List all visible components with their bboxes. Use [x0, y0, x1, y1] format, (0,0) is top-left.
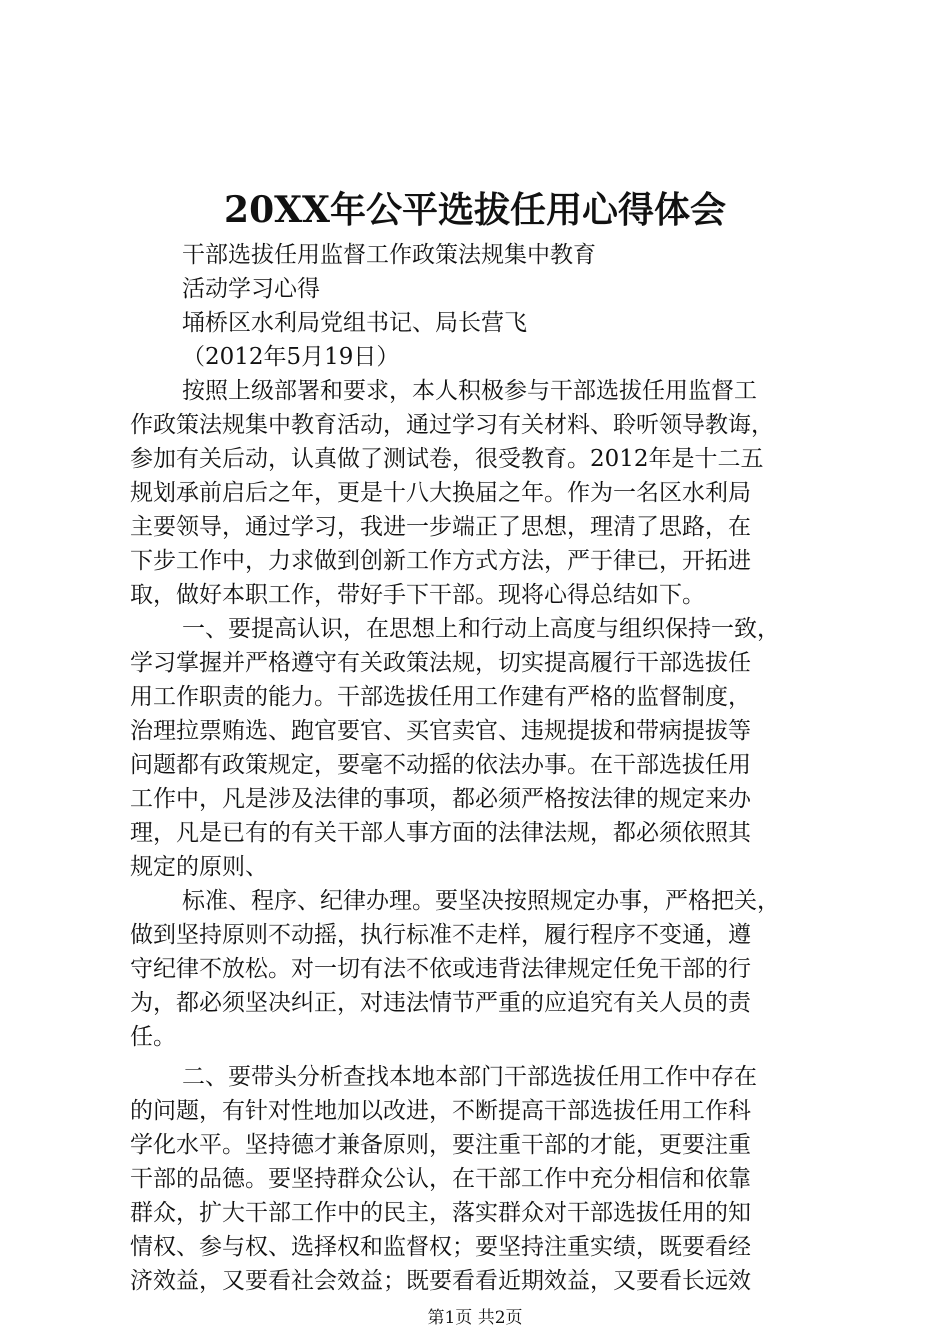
paragraph-line: 按照上级部署和要求，本人积极参与干部选拔任用监督工: [182, 378, 757, 404]
date-line: （2012年5月19日）: [182, 344, 400, 370]
paragraph-line: 作政策法规集中教育活动，通过学习有关材料、聆听领导教诲，: [130, 412, 774, 438]
page-number-footer: 第1页 共2页: [427, 1308, 523, 1328]
paragraph-line: 一、要提高认识，在思想上和行动上高度与组织保持一致，: [182, 616, 780, 642]
paragraph-line: 取，做好本职工作，带好手下干部。现将心得总结如下。: [130, 582, 705, 608]
paragraph-line: 为，都必须坚决纠正，对违法情节严重的应追究有关人员的责: [130, 990, 751, 1016]
paragraph-line: 任。: [130, 1024, 176, 1050]
paragraph-line: 问题都有政策规定，要毫不动摇的依法办事。在干部选拔任用: [130, 752, 751, 778]
paragraph-line: 济效益，又要看社会效益；既要看看近期效益，又要看长远效: [130, 1268, 751, 1294]
paragraph-line: 规划承前启后之年，更是十八大换届之年。作为一名区水利局: [130, 480, 751, 506]
paragraph-line: 下步工作中，力求做到创新工作方式方法，严于律已，开拓进: [130, 548, 751, 574]
paragraph-line: 守纪律不放松。对一切有法不依或违背法律规定任免干部的行: [130, 956, 751, 982]
paragraph-line: 用工作职责的能力。干部选拔任用工作建有严格的监督制度，: [130, 684, 751, 710]
paragraph-line: 学化水平。坚持德才兼备原则，要注重干部的才能，更要注重: [130, 1132, 751, 1158]
paragraph-line: 参加有关后动，认真做了测试卷，很受教育。2012年是十二五: [130, 446, 764, 472]
paragraph-line: 主要领导，通过学习，我进一步端正了思想，理清了思路，在: [130, 514, 751, 540]
paragraph-line: 二、要带头分析查找本地本部门干部选拔任用工作中存在: [182, 1064, 757, 1090]
paragraph-line: 规定的原则、: [130, 854, 268, 880]
paragraph-line: 工作中，凡是涉及法律的事项，都必须严格按法律的规定来办: [130, 786, 751, 812]
paragraph-line: 学习掌握并严格遵守有关政策法规，切实提高履行干部选拔任: [130, 650, 751, 676]
paragraph-line: 群众，扩大干部工作中的民主，落实群众对干部选拔任用的知: [130, 1200, 751, 1226]
paragraph-line: 情权、参与权、选择权和监督权；要坚持注重实绩，既要看经: [130, 1234, 751, 1260]
paragraph-line: 理，凡是已有的有关干部人事方面的法律法规，都必须依照其: [130, 820, 751, 846]
paragraph-line: 做到坚持原则不动摇，执行标准不走样，履行程序不变通，遵: [130, 922, 751, 948]
paragraph-line: 干部的品德。要坚持群众公认，在干部工作中充分相信和依靠: [130, 1166, 751, 1192]
subtitle-line-1: 干部选拔任用监督工作政策法规集中教育: [182, 242, 596, 268]
document-title: 20XX年公平选拔任用心得体会: [224, 189, 726, 231]
paragraph-line: 标准、程序、纪律办理。要坚决按照规定办事，严格把关，: [182, 888, 780, 914]
author-line: 埇桥区水利局党组书记、局长营飞: [182, 310, 527, 336]
paragraph-line: 的问题，有针对性地加以改进，不断提高干部选拔任用工作科: [130, 1098, 751, 1124]
paragraph-line: 治理拉票贿选、跑官要官、买官卖官、违规提拔和带病提拔等: [130, 718, 751, 744]
subtitle-line-2: 活动学习心得: [182, 276, 320, 302]
